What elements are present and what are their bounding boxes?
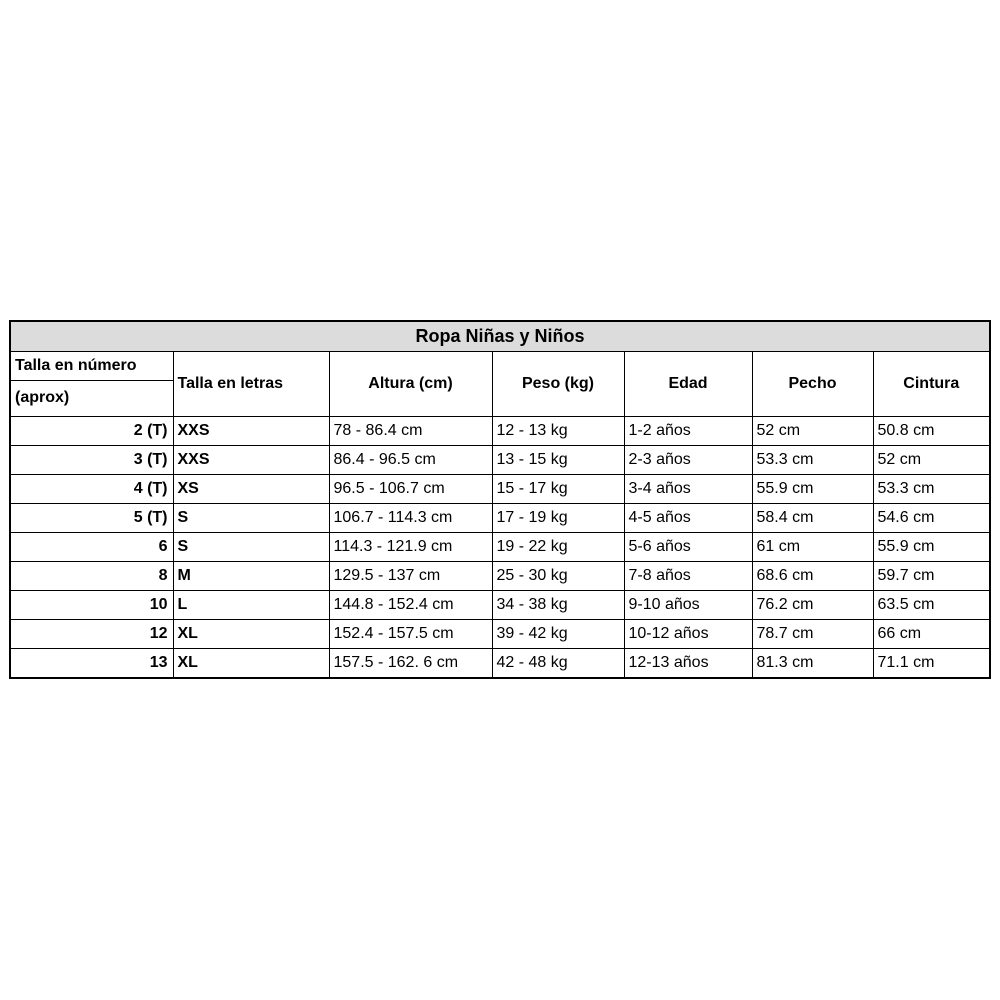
cell-chest: 52 cm [752,417,873,446]
cell-waist: 59.7 cm [873,562,990,591]
cell-height: 157.5 - 162. 6 cm [329,649,492,679]
cell-chest: 78.7 cm [752,620,873,649]
table-title: Ropa Niñas y Niños [10,321,990,352]
cell-waist: 63.5 cm [873,591,990,620]
cell-chest: 53.3 cm [752,446,873,475]
cell-size-number: 8 [10,562,173,591]
cell-size-letters: L [173,591,329,620]
cell-size-letters: XXS [173,417,329,446]
header-height: Altura (cm) [329,352,492,417]
cell-chest: 58.4 cm [752,504,873,533]
cell-size-number: 5 (T) [10,504,173,533]
cell-waist: 52 cm [873,446,990,475]
cell-size-letters: XXS [173,446,329,475]
cell-age: 2-3 años [624,446,752,475]
cell-height: 96.5 - 106.7 cm [329,475,492,504]
table-title-row [10,321,990,352]
cell-weight: 13 - 15 kg [492,446,624,475]
cell-size-number: 2 (T) [10,417,173,446]
table-row [10,446,990,475]
cell-weight: 42 - 48 kg [492,649,624,679]
cell-age: 5-6 años [624,533,752,562]
cell-size-number: 13 [10,649,173,679]
table-row [10,533,990,562]
cell-height: 86.4 - 96.5 cm [329,446,492,475]
cell-waist: 71.1 cm [873,649,990,679]
cell-weight: 34 - 38 kg [492,591,624,620]
cell-size-letters: S [173,533,329,562]
cell-weight: 19 - 22 kg [492,533,624,562]
cell-size-number: 6 [10,533,173,562]
cell-age: 4-5 años [624,504,752,533]
cell-weight: 39 - 42 kg [492,620,624,649]
header-chest: Pecho [752,352,873,417]
header-size-letters: Talla en letras [173,352,329,417]
cell-age: 10-12 años [624,620,752,649]
header-size-number: Talla en número [10,352,173,381]
cell-height: 114.3 - 121.9 cm [329,533,492,562]
cell-height: 144.8 - 152.4 cm [329,591,492,620]
cell-waist: 55.9 cm [873,533,990,562]
cell-weight: 12 - 13 kg [492,417,624,446]
cell-chest: 55.9 cm [752,475,873,504]
cell-chest: 76.2 cm [752,591,873,620]
header-age: Edad [624,352,752,417]
cell-waist: 50.8 cm [873,417,990,446]
cell-height: 129.5 - 137 cm [329,562,492,591]
cell-size-number: 12 [10,620,173,649]
cell-chest: 68.6 cm [752,562,873,591]
cell-size-letters: XS [173,475,329,504]
table-row [10,591,990,620]
cell-height: 106.7 - 114.3 cm [329,504,492,533]
cell-chest: 61 cm [752,533,873,562]
cell-waist: 54.6 cm [873,504,990,533]
cell-age: 3-4 años [624,475,752,504]
table-row [10,417,990,446]
header-waist: Cintura [873,352,990,417]
cell-height: 152.4 - 157.5 cm [329,620,492,649]
size-chart-table [9,320,991,679]
table-row [10,504,990,533]
cell-age: 7-8 años [624,562,752,591]
cell-height: 78 - 86.4 cm [329,417,492,446]
cell-age: 1-2 años [624,417,752,446]
cell-size-letters: S [173,504,329,533]
cell-waist: 53.3 cm [873,475,990,504]
cell-size-number: 4 (T) [10,475,173,504]
cell-weight: 17 - 19 kg [492,504,624,533]
cell-weight: 15 - 17 kg [492,475,624,504]
cell-chest: 81.3 cm [752,649,873,679]
cell-size-letters: M [173,562,329,591]
table-row [10,475,990,504]
cell-size-number: 3 (T) [10,446,173,475]
table-header-row [10,352,990,381]
cell-size-number: 10 [10,591,173,620]
table-row [10,649,990,679]
header-size-number-aprox: (aprox) [10,381,173,417]
cell-weight: 25 - 30 kg [492,562,624,591]
table-row [10,562,990,591]
cell-waist: 66 cm [873,620,990,649]
header-weight: Peso (kg) [492,352,624,417]
cell-size-letters: XL [173,649,329,679]
cell-age: 9-10 años [624,591,752,620]
cell-age: 12-13 años [624,649,752,679]
cell-size-letters: XL [173,620,329,649]
table-row [10,620,990,649]
